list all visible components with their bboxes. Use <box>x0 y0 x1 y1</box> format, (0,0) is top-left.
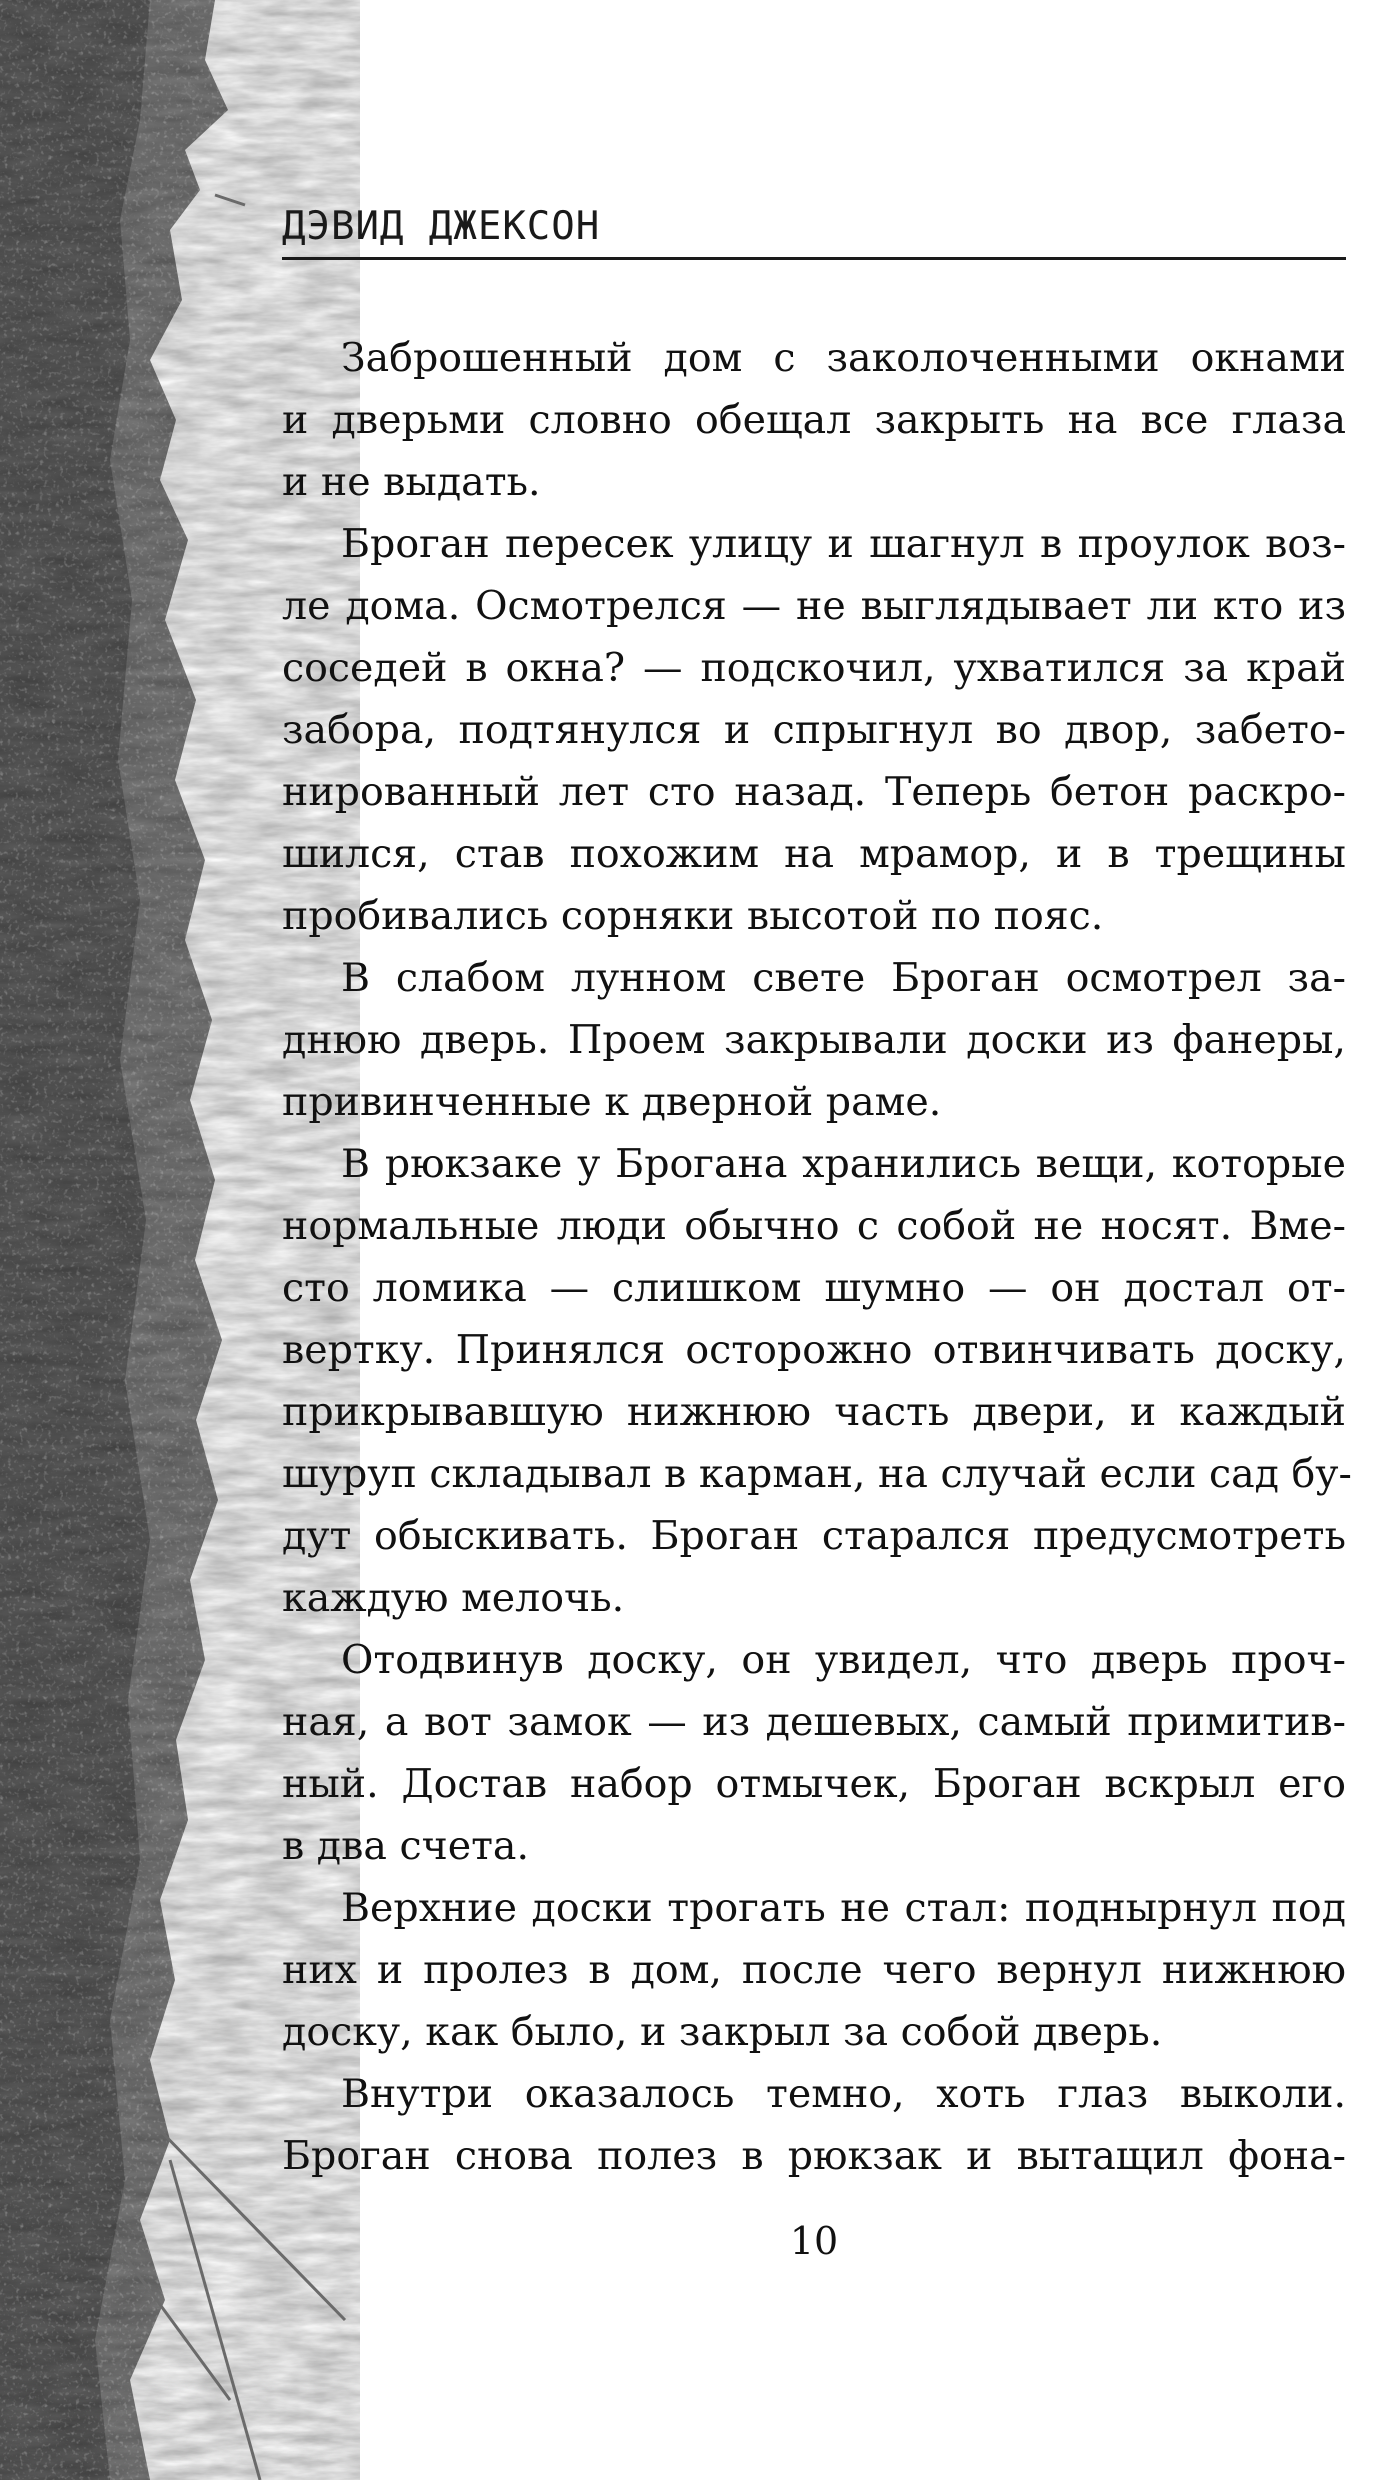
text-line: шился, став похожим на мрамор, и в трещины <box>282 831 1346 877</box>
text-line: дут обыскивать. Броган старался предусмотреть <box>282 1513 1346 1559</box>
text-line: днюю дверь. Проем закрывали доски из фанеры, <box>282 1017 1346 1063</box>
author-name: ДЭВИД ДЖЕКСОН <box>282 204 601 249</box>
text-line: В слабом лунном свете Броган осмотрел за- <box>341 955 1346 1001</box>
text-line: привинченные к дверной раме. <box>282 1079 942 1125</box>
body-text <box>282 327 1352 2187</box>
text-line: вертку. Принялся осторожно отвинчивать доску, <box>282 1327 1346 1373</box>
text-line: Верхние доски трогать не стал: поднырнул под <box>341 1885 1346 1931</box>
text-line: них и пролез в дом, после чего вернул нижнюю <box>282 1947 1346 1993</box>
text-line: Заброшенный дом с заколоченными окнами <box>341 335 1346 381</box>
text-line: каждую мелочь. <box>282 1575 625 1621</box>
text-line: Внутри оказалось темно, хоть глаз выколи. <box>341 2071 1346 2117</box>
page-number: 10 <box>789 2219 839 2263</box>
text-line: Броган снова полез в рюкзак и вытащил фона- <box>282 2133 1346 2179</box>
text-line: ная, а вот замок — из дешевых, самый примитив- <box>282 1699 1346 1745</box>
text-line: забора, подтянулся и спрыгнул во двор, забето- <box>282 707 1346 753</box>
text-line: соседей в окна? — подскочил, ухватился за край <box>282 645 1346 691</box>
text-line: ле дома. Осмотрелся — не выглядывает ли кто из <box>282 583 1346 629</box>
running-head <box>282 198 1346 260</box>
text-line: В рюкзаке у Брогана хранились вещи, которые <box>341 1141 1346 1187</box>
text-line: Броган пересек улицу и шагнул в проулок воз- <box>341 521 1346 567</box>
text-line: прикрывавшую нижнюю часть двери, и каждый <box>282 1389 1346 1435</box>
text-line: и не выдать. <box>282 459 541 505</box>
text-line: шуруп складывал в карман, на случай если сад бу- <box>282 1451 1352 1497</box>
text-line: и дверьми словно обещал закрыть на все глаза <box>282 397 1346 443</box>
text-line: ный. Достав набор отмычек, Броган вскрыл его <box>282 1761 1346 1807</box>
text-line: нормальные люди обычно с собой не носят. Вме- <box>282 1203 1346 1249</box>
text-line: доску, как было, и закрыл за собой дверь. <box>282 2009 1163 2055</box>
text-line: Отодвинув доску, он увидел, что дверь проч- <box>341 1637 1346 1683</box>
text-line: пробивались сорняки высотой по пояс. <box>282 893 1104 939</box>
text-line: в два счета. <box>282 1823 530 1869</box>
text-line: нированный лет сто назад. Теперь бетон раскро- <box>282 769 1346 815</box>
text-line: сто ломика — слишком шумно — он достал от- <box>282 1265 1346 1311</box>
